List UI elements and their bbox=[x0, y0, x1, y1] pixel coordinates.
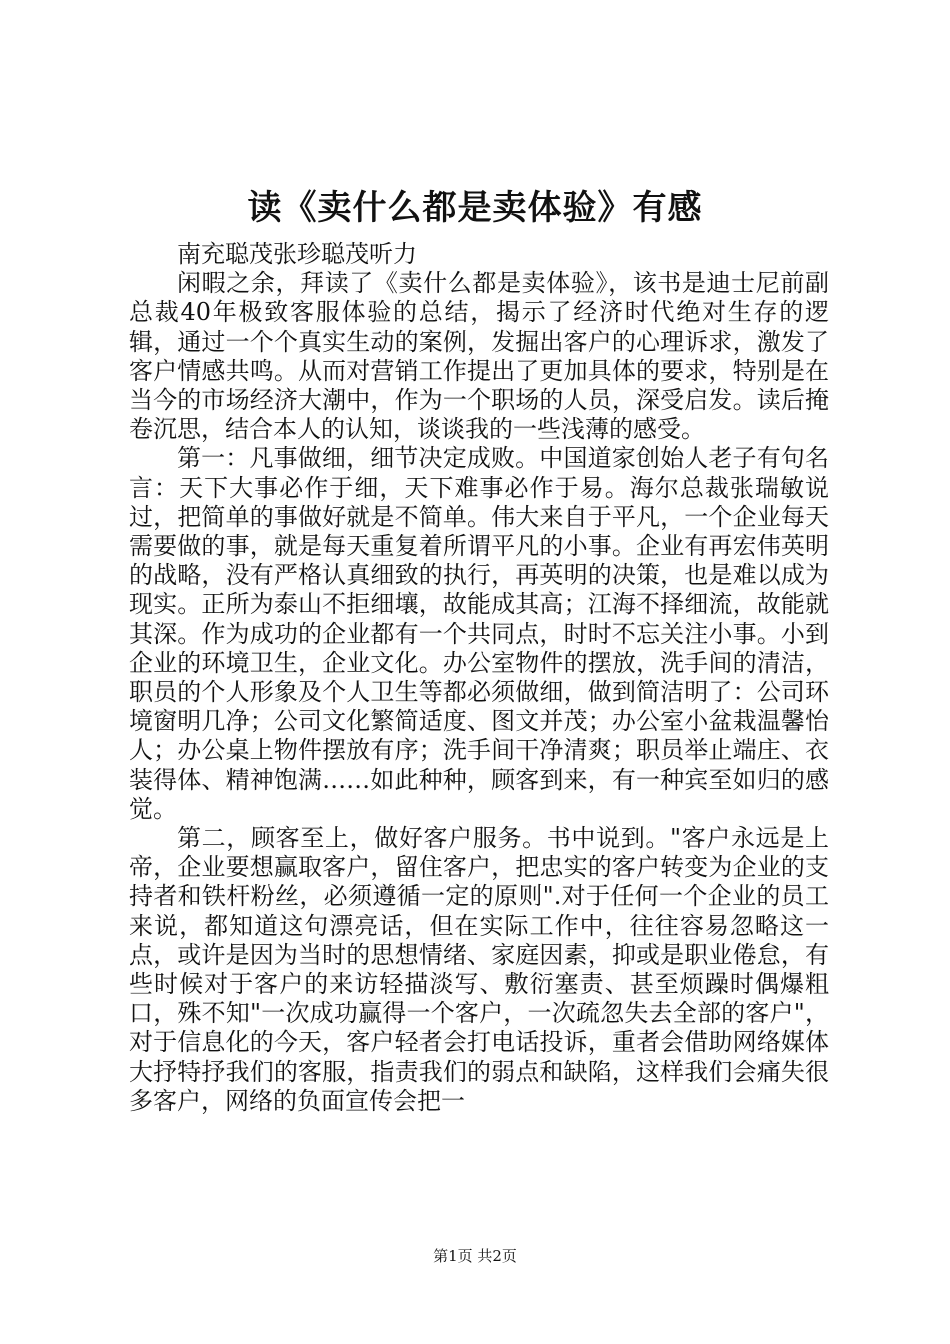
paragraph-intro: 闲暇之余，拜读了《卖什么都是卖体验》，该书是迪士尼前副总裁40年极致客服体验的总结，揭示了经济时代绝对生存的逻辑，通过一个个真实生动的案例，发掘出客户的心理诉求，激发了客户情感共鸣。从而对营销工作提出了更加具体的要求，特别是在当今的市场经济大潮中，作为一个职场的人员，深受启发。读后掩卷沉思，结合本人的认知，谈谈我的一些浅薄的感受。 bbox=[129, 269, 829, 444]
paragraph-second-point: 第二，顾客至上，做好客户服务。书中说到。"客户永远是上帝，企业要想赢取客户，留住客户，把忠实的客户转变为企业的支持者和铁杆粉丝，必须遵循一定的原则".对于任何一个企业的员工来说，都知道这句漂亮话，但在实际工作中，往往容易忽略这一点，或许是因为当时的思想情绪、家庭因素，抑或是职业倦怠，有些时候对于客户的来访轻描淡写、敷衍塞责、甚至烦躁时偶爆粗口，殊不知"一次成功赢得一个客户，一次疏忽失去全部的客户"，对于信息化的今天，客户轻者会打电话投诉，重者会借助网络媒体大抒特抒我们的客服，指责我们的弱点和缺陷，这样我们会痛失很多客户，网络的负面宣传会把一 bbox=[129, 824, 829, 1115]
document-body bbox=[129, 240, 829, 1116]
paragraph-first-point: 第一：凡事做细，细节决定成败。中国道家创始人老子有句名言：天下大事必作于细，天下难事必作于易。海尔总裁张瑞敏说过，把简单的事做好就是不简单。伟大来自于平凡，一个企业每天需要做的事，就是每天重复着所谓平凡的小事。企业有再宏伟英明的战略，没有严格认真细致的执行，再英明的决策，也是难以成为现实。正所为泰山不拒细壤，故能成其高；江海不择细流，故能就其深。作为成功的企业都有一个共同点，时时不忘关注小事。小到企业的环境卫生，企业文化。办公室物件的摆放，洗手间的清洁，职员的个人形象及个人卫生等都必须做细，做到简洁明了：公司环境窗明几净；公司文化繁简适度、图文并茂；办公室小盆栽温馨怡人；办公桌上物件摆放有序；洗手间干净清爽；职员举止端庄、衣装得体、精神饱满……如此种种，顾客到来，有一种宾至如归的感觉。 bbox=[129, 444, 829, 823]
byline: 南充聪茂张珍聪茂听力 bbox=[177, 240, 417, 268]
page-number: 第1页 共2页 bbox=[433, 1247, 517, 1265]
document-title: 读《卖什么都是卖体验》有感 bbox=[247, 188, 703, 228]
